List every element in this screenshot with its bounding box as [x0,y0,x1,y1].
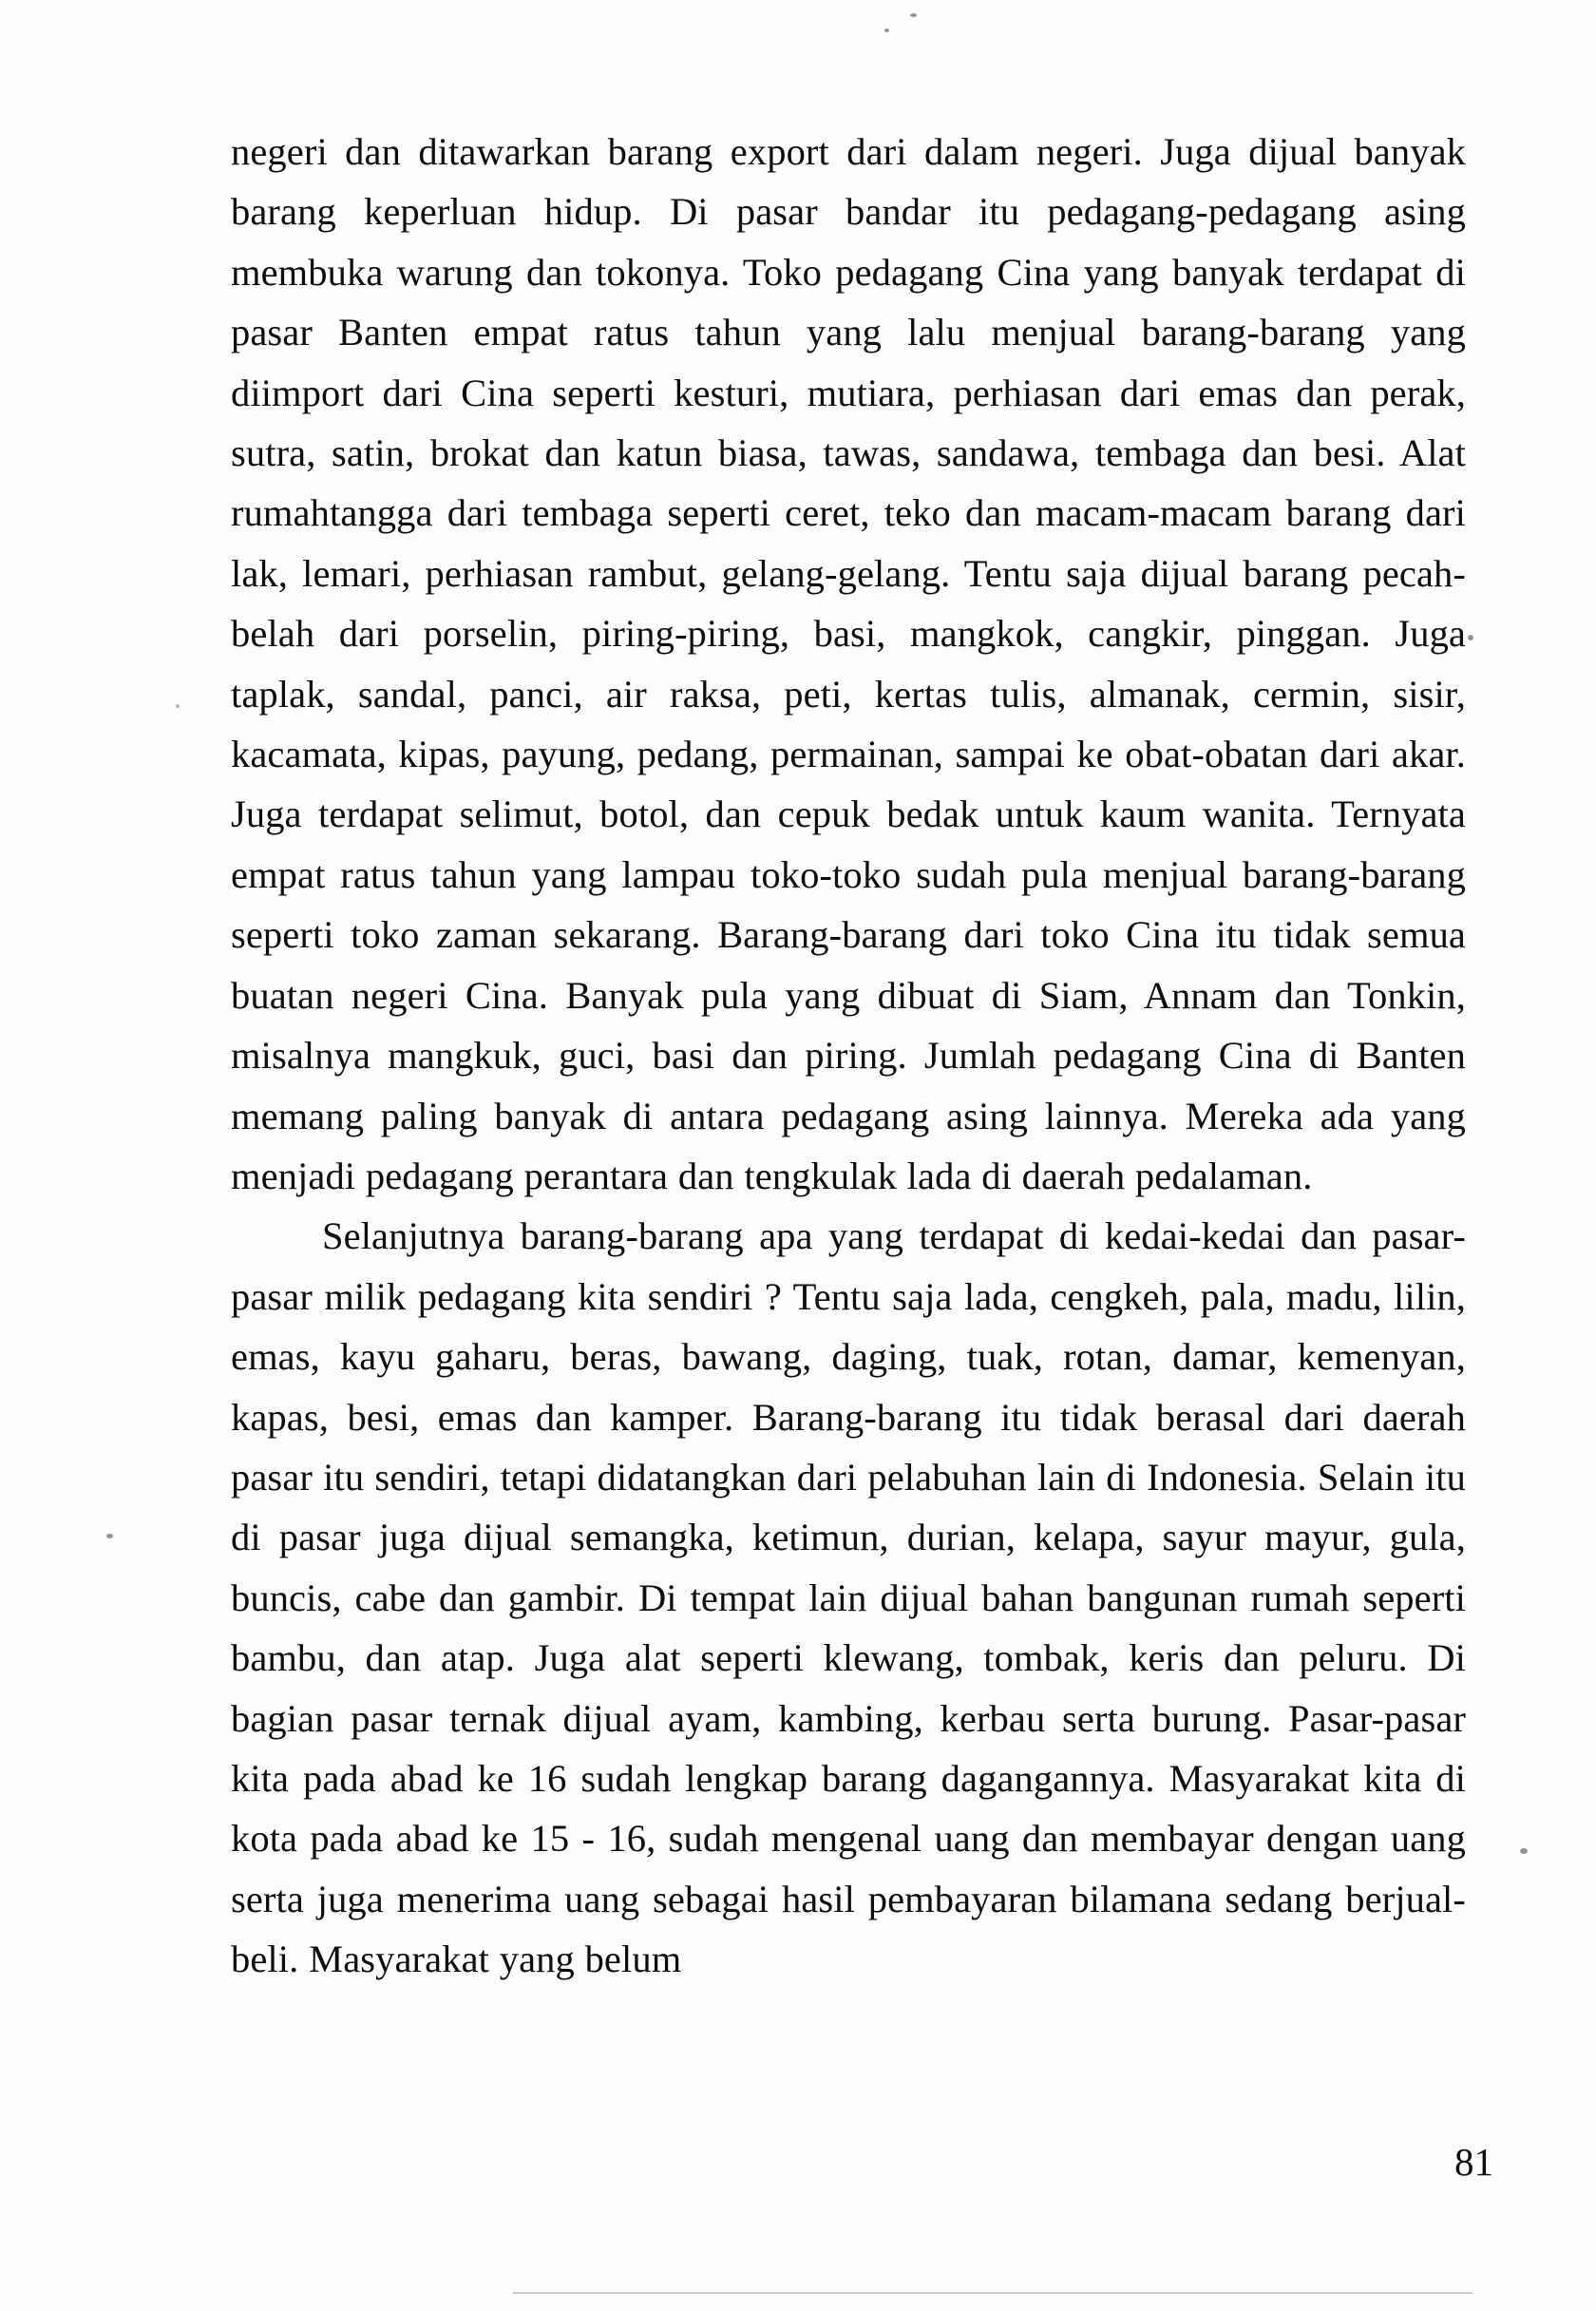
scan-speck [910,13,917,17]
scan-speck [176,704,180,708]
scan-speck [884,29,889,32]
scan-speck [1468,635,1473,640]
body-text [231,122,1466,1990]
scan-speck [106,1534,113,1538]
scan-seam-line [513,2292,1472,2294]
page-number: 81 [1454,2140,1493,2184]
paragraph-1: negeri dan ditawarkan barang export dari dalam negeri. Juga dijual banyak barang keperluan hidup. Di pasar bandar itu pedagang-pedagang asing membuka warung dan tokonya. Toko pedagang Cina yang banyak terdapat di pasar Banten empat ratus tahun yang lalu menjual barang-barang yang diimport dari Cina seperti kesturi, mutiara, perhiasan dari emas dan perak, sutra, satin, brokat dan katun biasa, tawas, sandawa, tembaga dan besi. Alat rumahtangga dari tembaga seperti ceret, teko dan macam-macam barang dari lak, lemari, perhiasan rambut, gelang-gelang. Tentu saja dijual barang pecah-belah dari porselin, piring-piring, basi, mangkok, cangkir, pinggan. Juga taplak, sandal, panci, air raksa, peti, kertas tulis, almanak, cermin, sisir, kacamata, kipas, payung, pedang, permainan, sampai ke obat-obatan dari akar. Juga terdapat selimut, botol, dan cepuk bedak untuk kaum wanita. Ternyata empat ratus tahun yang lampau toko-toko sudah pula menjual barang-barang seperti toko zaman sekarang. Barang-barang dari toko Cina itu tidak semua buatan negeri Cina. Banyak pula yang dibuat di Siam, Annam dan Tonkin, misalnya mangkuk, guci, basi dan piring. Jumlah pedagang Cina di Banten memang paling banyak di antara pedagang asing lainnya. Mereka ada yang menjadi pedagang perantara dan tengkulak lada di daerah pedalaman. [231,130,1466,1197]
scan-speck [1520,1848,1528,1854]
paragraph-2: Selanjutnya barang-barang apa yang terdapat di kedai-kedai dan pasar-pasar milik pedagang kita sendiri ? Tentu saja lada, cengkeh, pala, madu, lilin, emas, kayu gaharu, beras, bawang, daging, tuak, rotan, damar, kemenyan, kapas, besi, emas dan kamper. Barang-barang itu tidak berasal dari daerah pasar itu sendiri, tetapi didatangkan dari pelabuhan lain di Indonesia. Selain itu di pasar juga dijual semangka, ketimun, durian, kelapa, sayur mayur, gula, buncis, cabe dan gambir. Di tempat lain dijual bahan bangunan rumah seperti bambu, dan atap. Juga alat seperti klewang, tombak, keris dan peluru. Di bagian pasar ternak dijual ayam, kambing, kerbau serta burung. Pasar-pasar kita pada abad ke 16 sudah lengkap barang dagangannya. Masyarakat kita di kota pada abad ke 15 - 16, sudah mengenal uang dan membayar dengan uang serta juga menerima uang sebagai hasil pembayaran bilamana sedang berjual-beli. Masyarakat yang belum [231,1214,1466,1981]
